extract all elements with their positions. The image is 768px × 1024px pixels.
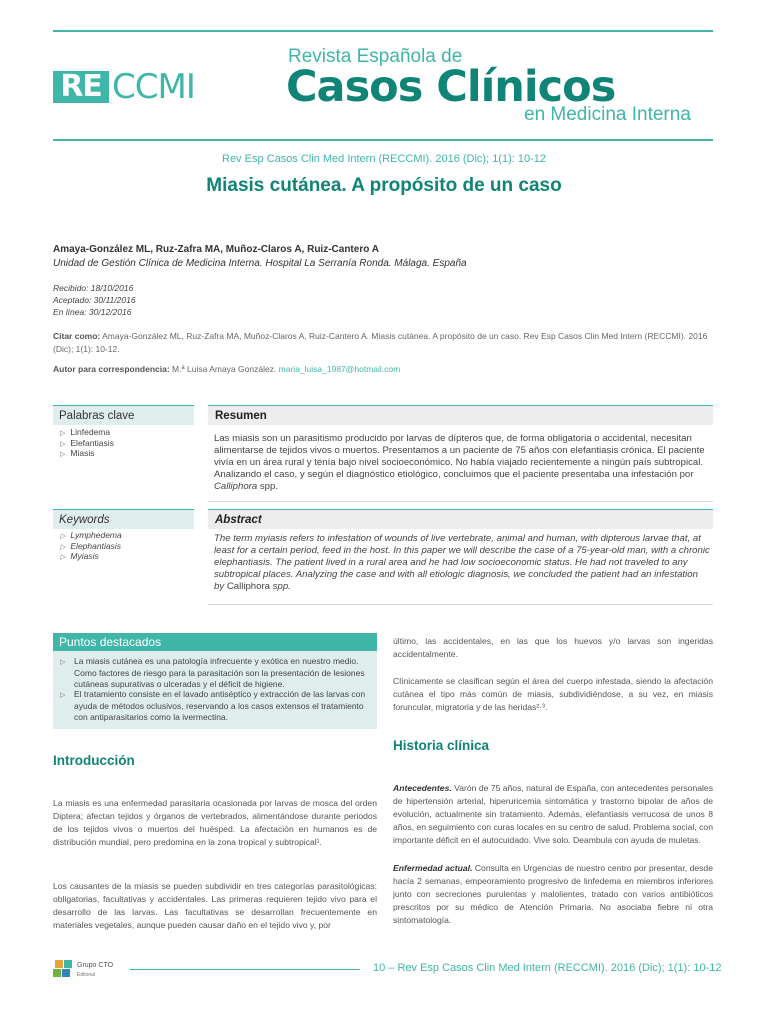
history-heading: Historia clínica [393, 738, 490, 753]
intro-paragraph-2: Los causantes de la miasis se pueden subdividir en tres categorías parasitológicas: obligatorias, facultativas y accidentales. Las primeras requieren tejido vivo para el desarrollo de las larvas. Las facultativas se desarrollan frecuentemente en materiales vegetales, aunque pueden causar daño en el tejido vivo y, por [53, 881, 377, 930]
date-online: En línea: 30/12/2016 [53, 307, 132, 317]
keywords-en-heading: Keywords [53, 509, 194, 529]
right-paragraph-2: Clínicamente se clasifican según el área del cuerpo infestada, siendo la afectación cutánea el tipo más común de miasis, subdividiéndose, a su vez, en miasis foruncular, migratoria y de las heridas²·³. [393, 676, 713, 712]
keywords-es-list [60, 428, 114, 460]
antecedentes-text: Varón de 75 años, natural de España, con antecedentes personales de hipertensión arterial, hiperuricemia sintomática y trastorno bipolar de años de evolución, actualmente sin tratamiento. Además, elefantiasis verrucosa de unos 8 años, en seguimiento con curas locales en su centro de salud. Problema social, con importante déficit en el autocuidado. Vive solo. Deambula con ayuda de muletas. [393, 783, 713, 845]
masthead-rule [53, 139, 713, 141]
resumen-heading: Resumen [208, 405, 713, 425]
correspondence-name: M.ª Luisa Amaya González. [172, 364, 277, 374]
keywords-en-list [60, 531, 122, 563]
abstract-body: The term myiasis refers to infestation of wounds of live vertebrate, animal and human, with dipterous larvae that, at least for a certain period, feed in the host. In this paper we will describe the case of a 75-year-old man, with a chronic elephantiasis. The patient lived in a rural area and he had low socioeconomic status. He had not traveled to any subtropical places. Analyzing the case and with all etiologic diagnosis, we concluded the patient had an infestation by [214, 533, 710, 592]
keyword-item: ▷ Elephantiasis [60, 542, 122, 553]
cite-as [53, 330, 713, 356]
journal-title-sub: en Medicina Interna [524, 104, 691, 125]
journal-title-top: Revista Española de [288, 46, 463, 67]
keyword-item: ▷ Myiasis [60, 552, 122, 563]
cite-as-label: Citar como: [53, 331, 101, 341]
authors: Amaya-González ML, Ruz-Zafra MA, Muñoz-Claros A, Ruiz-Cantero A [53, 244, 379, 255]
antecedentes-label: Antecedentes. [393, 783, 452, 793]
abstract-text [214, 533, 710, 593]
abstract-tail: spp. [270, 581, 291, 592]
resumen-text [214, 433, 710, 493]
history-enfermedad-actual [393, 862, 713, 927]
publisher-sub: Editorial [77, 972, 96, 978]
keyword-item: ▷ Miasis [60, 449, 114, 460]
abstract-species: Calliphora [226, 581, 271, 592]
footer-page-citation: 10 – Rev Esp Casos Clin Med Intern (RECCMI). 2016 (Dic); 1(1): 10-12 [373, 962, 722, 974]
enfermedad-actual-text: Consulta en Urgencias de nuestro centro por presentar, desde hacía 2 semanas, empeoramiento progresivo de linfedema en miembros inferiores junto con secreciones purulentas y malolientes, tratado con varios antibióticos prescritos por su médico de Atención Primaria. No asociaba fiebre ni otra sintomatología. [393, 863, 713, 925]
right-paragraph-1: último, las accidentales, en las que los huevos y/o larvas son ingeridas accidentalmente. [393, 636, 713, 659]
intro-heading: Introducción [53, 753, 135, 768]
resumen-tail: spp. [257, 481, 279, 492]
keyword-item: ▷ Elefantiasis [60, 439, 114, 450]
citation-line: Rev Esp Casos Clin Med Intern (RECCMI). 2016 (Dic); 1(1): 10-12 [222, 153, 546, 165]
highlights-heading: Puntos destacados [53, 633, 377, 651]
keywords-es-heading: Palabras clave [53, 405, 194, 425]
resumen-body: Las miasis son un parasitismo producido por larvas de dípteros que, de forma obligatoria o accidental, necesitan alimentarse de tejidos vivos o muertos. Presentamos a un paciente de 75 años con elefantiasis crónica. El paciente vivía en un área rural y tenía bajo nivel socioeconómico. No había viajado recientemente a ningún país subtropical. Analizando el caso, y según el diagnóstico etiológico, concluimos que el paciente presentaba una infestación por [214, 433, 705, 480]
article-title: Miasis cutánea. A propósito de un caso [206, 175, 562, 196]
date-accepted: Aceptado: 30/11/2016 [53, 295, 136, 305]
keyword-item: ▷ Lymphedema [60, 531, 122, 542]
highlight-item: ▷ La miasis cutánea es una patología infrecuente y exótica en nuestro medio. Como factores de riesgo para la parasitación son la presentación de lesiones cutáneas supurativas o ulceradas y el déficit de higiene. [60, 656, 372, 690]
correspondence-email-link[interactable]: maria_luisa_1987@hotmail.com [278, 364, 401, 374]
cto-logo-icon [53, 960, 75, 978]
abstract-bottom-rule [208, 604, 713, 605]
keyword-item: ▷ Linfedema [60, 428, 114, 439]
highlight-item: ▷ El tratamiento consiste en el lavado antiséptico y extracción de las larvas con ayuda de métodos oclusivos, reservando a los casos extensos el tratamiento con antiparasitarios como la ivermectina. [60, 689, 372, 723]
resumen-species: Calliphora [214, 481, 258, 492]
resumen-bottom-rule [208, 501, 713, 502]
date-received: Recibido: 18/10/2016 [53, 283, 134, 293]
publisher-name: Grupo CTO [77, 962, 114, 969]
cite-as-text: Amaya-González ML, Ruz-Zafra MA, Muñoz-Claros A, Ruiz-Cantero A. Miasis cutánea. A propósito de un caso. Rev Esp Casos Clin Med Intern (RECCMI). 2016 (Dic); 1(1): 10-12. [53, 331, 708, 354]
correspondence [53, 364, 400, 374]
reccmi-logo-text: CCMI [112, 67, 195, 107]
footer-rule [130, 969, 360, 970]
correspondence-label: Autor para correspondencia: [53, 364, 170, 374]
enfermedad-actual-label: Enfermedad actual. [393, 863, 473, 873]
abstract-heading: Abstract [208, 509, 713, 529]
top-rule [53, 30, 713, 32]
affiliation: Unidad de Gestión Clínica de Medicina Interna. Hospital La Serranía Ronda. Málaga. España [53, 258, 467, 269]
journal-title-main: Casos Clínicos [286, 62, 616, 112]
history-antecedentes [393, 782, 713, 847]
reccmi-logo-box: RE [53, 71, 109, 103]
intro-paragraph-1: La miasis es una enfermedad parasitaria ocasionada por larvas de mosca del orden Diptera; afectan tejidos y órganos de vertebrados, alimentándose durante periodos de los tejidos vivos o muertos del huésped. La afectación en humanos es de distribución mundial, pero predomina en la zona tropical y subtropical¹. [53, 798, 377, 847]
